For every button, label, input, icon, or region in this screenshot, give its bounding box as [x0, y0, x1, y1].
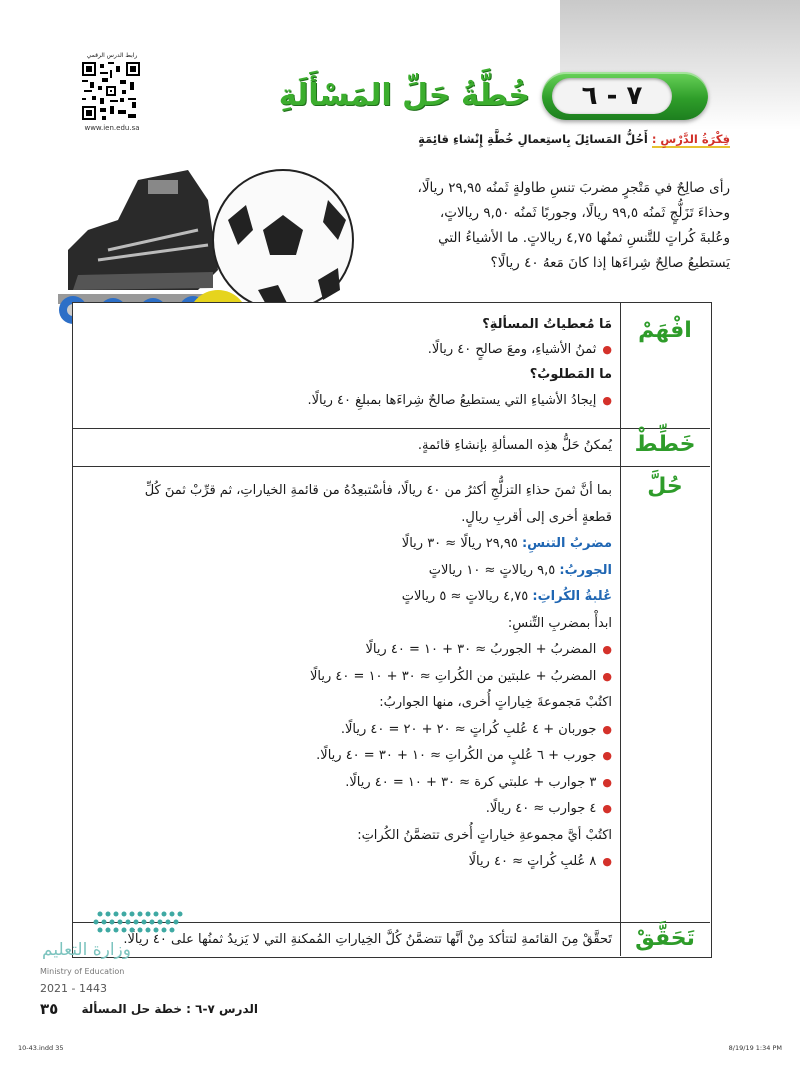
bullet-icon: ● [602, 394, 612, 407]
bullet-icon: ● [602, 855, 612, 868]
option-text: جورب + ٦ عُلبٍ من الكُراتِ ≈ ١٠ + ٣٠ = ٤٠ ريالًا. [316, 748, 597, 763]
approx-value: ٩,٥ ريالاتٍ ≈ ١٠ ريالاتٍ [428, 562, 556, 578]
bullet-icon: ● [602, 643, 612, 656]
solve-content [145, 478, 612, 876]
balls-label: اكتُبْ أيَّ مجموعةِ خياراتٍ أُخرى تتضمَّنُ الكُراتِ: [357, 827, 612, 843]
bullet-icon: ● [602, 749, 612, 762]
bullet-icon: ● [602, 802, 612, 815]
plan-label: خَطِّطْ [634, 432, 696, 457]
solve-intro-line: بما أنَّ ثمنَ حذاءِ التزلُّجِ أكثرُ من ٤٠ ريالًا، فأسْتبعِدُهُ من قائمةِ الخياراتِ، ثم قرِّبْ ثمنَ كُلِّ [144, 483, 612, 498]
answer-text: إيجادُ الأشياءِ التي يستطيعُ صالحٌ شِراءَها بمبلغِ ٤٠ ريالًا. [307, 393, 597, 408]
understand-label: افْهَمْ [638, 318, 692, 343]
approx-label: الجوربُ: [559, 562, 612, 578]
understand-content [307, 312, 612, 415]
column-divider [620, 302, 621, 956]
bullet-icon: ● [602, 669, 612, 683]
row-divider [72, 428, 710, 429]
plan-text: يُمكنُ حَلُّ هذِه المسألةِ بإنشاءِ قائمةٍ. [417, 438, 612, 453]
understand-answer-2 [307, 387, 612, 415]
lesson-idea-label: فِكْرَةُ الدَّرْسِ : [651, 132, 730, 146]
option-text: ٣ جوارب + علبتي كرة ≈ ٣٠ + ١٠ = ٤٠ ريالًا. [345, 774, 597, 790]
answer-text: ثمنُ الأشياءِ، ومعَ صالحٍ ٤٠ ريالًا. [427, 342, 597, 357]
option-text: ٤ جوارب ≈ ٤٠ ريالًا. [485, 801, 597, 816]
option-text: المضربُ + الجوربُ ≈ ٣٠ + ١٠ = ٤٠ ريالًا [365, 642, 597, 657]
lesson-number: ٧ - ٦ [552, 78, 672, 114]
start-label: ابدأْ بمضربِ التِّنسِ: [507, 615, 612, 631]
lesson-title: خُطَّةُ حَلِّ المَسْأَلَةِ [278, 78, 530, 113]
lesson-idea-text: أَحُلُّ المَسائِلَ بِاستِعمالِ خُطَّةِ إِنْشاءِ قائِمَةٍ [418, 132, 648, 146]
socks-label: اكتُبْ مَجموعةَ خِياراتٍ أُخرى، منها الجواربُ: [379, 695, 612, 710]
row-divider [72, 466, 710, 467]
socks-option [145, 770, 612, 797]
understand-question-1: مَا مُعطياتُ المسألةِ؟ [482, 317, 612, 332]
problem-line: رأى صالِحٌ في مَتْجرٍ مضربَ تنسِ طاولةٍ ثَمنُه ٢٩,٩٥ ريالًا، [417, 180, 730, 196]
socks-option [145, 717, 612, 744]
ministry-name-ar: وزارة التعليم [42, 940, 131, 960]
bullet-icon: ● [602, 343, 612, 356]
bullet-icon: ● [602, 775, 612, 789]
racket-option [145, 664, 612, 691]
print-date: 8/19/19 1:34 PM [728, 1044, 782, 1052]
problem-line: يَستطيعُ صالِحٌ شِراءَها إذا كانَ مَعهُ ٤٠ ريالًا؟ [490, 255, 730, 271]
approx-value: ٤,٧٥ ريالاتٍ ≈ ٥ ريالاتٍ [401, 589, 529, 604]
page-number: ٣٥ [40, 1000, 59, 1018]
socks-option [145, 796, 612, 823]
solve-label: حُلَّ [647, 474, 683, 499]
file-name: 10-43.indd 35 [18, 1044, 64, 1052]
understand-answer-1 [307, 337, 612, 362]
approx-value: ٢٩,٩٥ ريالًا ≈ ٣٠ ريالًا [401, 536, 518, 551]
problem-line: وعُلبةَ كُراتٍ للتَّنسِ ثمنُها ٤,٧٥ ريالاتٍ. ما الأشياءُ التي [438, 230, 730, 246]
check-label: تَحَقَّقْ [635, 926, 695, 951]
solve-intro-line: قطعةٍ أخرى إلى أقربِ ريالٍ. [461, 509, 612, 525]
understand-question-2: ما المَطلوبُ؟ [529, 367, 612, 382]
option-text: جوربان + ٤ عُلبِ كُراتٍ ≈ ٢٠ + ٢٠ = ٤٠ ريالًا. [340, 721, 597, 737]
option-text: ٨ عُلبِ كُراتٍ ≈ ٤٠ ريالًا [468, 854, 597, 869]
lesson-idea [418, 132, 730, 146]
socks-option [145, 743, 612, 770]
approx-label: مضربُ التنسِ: [521, 536, 612, 551]
footer-lesson-ref: الدرس ٧-٦ : خطة حل المسألة [81, 1002, 258, 1016]
problem-line: وحذاءَ تَزَلُّجٍ ثَمنُه ٩٩,٥ ريالًا، وجوربًا ثَمنُه ٩,٥٠ ريالاتٍ، [439, 205, 730, 221]
qr-url[interactable]: www.ien.edu.sa [84, 124, 140, 132]
racket-option [145, 637, 612, 664]
problem-text [300, 176, 730, 276]
approx-label: عُلبةُ الكُراتِ: [532, 589, 612, 604]
qr-code-icon[interactable] [82, 62, 140, 120]
ministry-name-en: Ministry of Education [40, 967, 125, 976]
check-text: تَحقَّقْ مِنَ القائمةِ لتتأكدَ مِنْ أنَّها تتضمَّنُ كُلَّ الخِياراتِ المُمكنةِ التي لا يَزيدُ ثمنُها على ٤٠ ريالًا. [123, 932, 612, 947]
balls-option [145, 849, 612, 876]
bullet-icon: ● [602, 722, 612, 736]
approx-balls [145, 584, 612, 611]
approx-socks [145, 558, 612, 585]
qr-label: رابط الدرس الرقمي [86, 52, 138, 59]
option-text: المضربُ + علبتين من الكُراتِ ≈ ٣٠ + ١٠ = ٤٠ ريالًا [310, 668, 597, 684]
edition-year: 2021 - 1443 [40, 982, 107, 995]
approx-racket [145, 531, 612, 558]
